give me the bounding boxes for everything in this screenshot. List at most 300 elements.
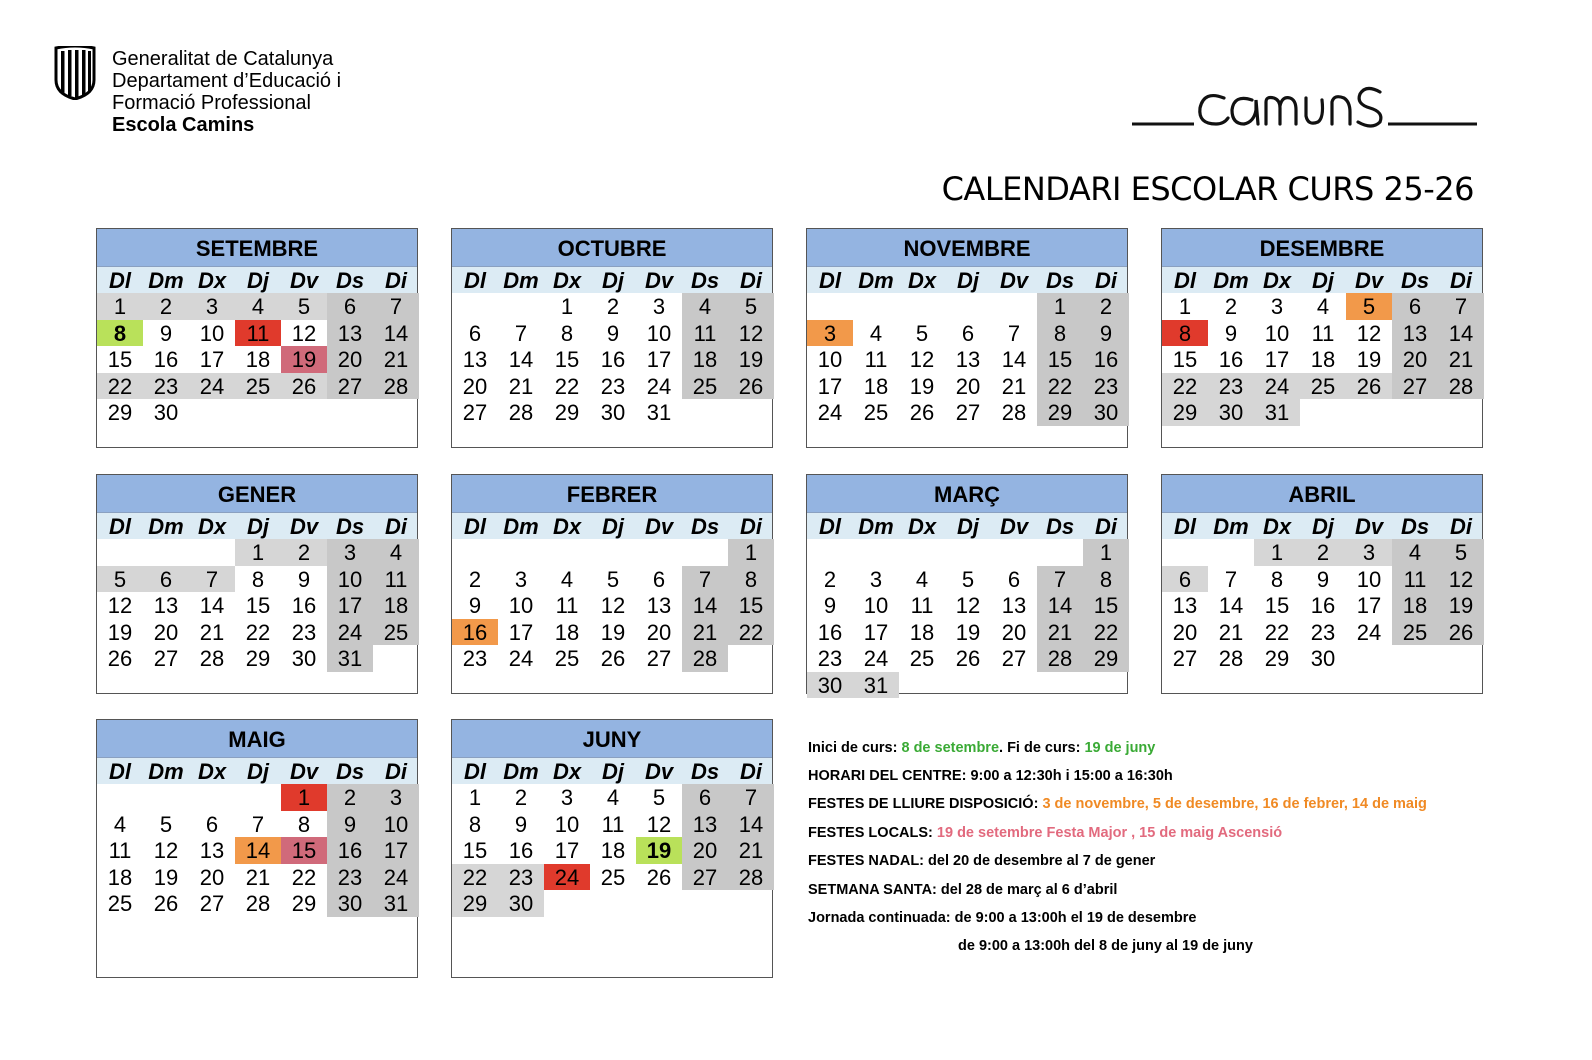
day-cell: 26 [600,646,626,671]
camins-logo [1132,70,1477,136]
organization-block [112,48,341,136]
day-cell: 18 [373,592,419,619]
empty-cell [452,539,498,566]
day-cell: 2 [1300,539,1346,566]
day-cell: 23 [291,619,317,645]
weekday-label: Dj [1312,268,1334,293]
day-cell: 20 [955,373,981,399]
day-grid [452,293,772,426]
day-cell: 21 [508,373,534,399]
month-title: NOVEMBRE [807,229,1127,267]
day-cell: 27 [153,646,179,671]
day-cell: 5 [961,566,975,592]
day-cell: 6 [143,566,189,593]
day-cell: 28 [1438,373,1484,400]
day-cell: 23 [600,373,626,399]
day-cell: 23 [327,864,373,891]
day-grid [97,293,417,426]
day-cell: 12 [955,593,981,618]
day-cell: 31 [327,645,373,672]
note-label: FESTES LOCALS: [808,825,937,841]
day-cell: 22 [1037,373,1083,400]
weekday-label: Di [385,759,407,784]
day-cell: 12 [1356,320,1382,346]
day-cell: 7 [1438,293,1484,320]
day-cell: 9 [468,593,482,618]
day-cell: 17 [199,347,225,372]
day-cell: 4 [235,293,281,320]
page-title: CALENDARI ESCOLAR CURS 25-26 [941,170,1474,208]
day-cell: 22 [554,373,580,399]
weekday-label: Dm [858,268,894,293]
day-cell: 3 [869,566,883,592]
day-cell: 28 [199,646,225,671]
day-cell: 16 [1083,346,1129,373]
day-cell: 5 [159,811,173,837]
month-title: GENER [97,475,417,513]
day-cell: 4 [682,293,728,320]
day-cell: 10 [554,811,580,837]
weekday-label: Di [1450,514,1472,539]
day-cell: 26 [955,646,981,671]
day-cell: 18 [863,373,889,399]
empty-cell [636,539,682,566]
empty-cell [682,539,728,566]
day-cell: 1 [97,293,143,320]
day-cell: 30 [153,400,179,425]
weekday-label: Ds [690,759,720,784]
day-cell: 3 [1346,539,1392,566]
day-cell: 27 [462,400,488,425]
org-line: Departament d’Educació i [112,70,342,92]
day-cell: 6 [468,320,482,346]
day-cell: 22 [97,373,143,400]
day-cell: 1 [1178,294,1192,319]
day-cell: 2 [281,539,327,566]
day-cell: 20 [646,619,672,645]
weekday-label: Dl [464,268,486,293]
day-cell: 13 [682,811,728,838]
day-cell: 10 [199,320,225,346]
course-end-date: 19 de juny [1084,740,1156,756]
weekday-label: Dj [247,268,269,293]
note-label: FESTES DE LLIURE DISPOSICIÓ: [808,796,1043,812]
day-cell: 31 [646,400,672,425]
weekday-header-row [97,758,417,784]
weekday-label: Ds [1400,268,1430,293]
day-cell: 15 [728,592,774,619]
day-cell: 4 [869,320,883,346]
note-value: 3 de novembre, 5 de desembre, 16 de febrer, 14 de maig [1042,796,1427,812]
weekday-label: Di [740,514,762,539]
day-cell: 11 [864,347,888,372]
day-cell: 3 [652,294,666,319]
weekday-label: Dx [1262,514,1292,539]
day-cell: 19 [1356,347,1382,372]
empty-cell [452,293,498,320]
day-cell: 18 [554,619,580,645]
school-name: Escola Camins [112,114,255,136]
month-gener [96,474,418,694]
month-abril [1161,474,1483,694]
weekday-header-row [1162,513,1482,539]
day-cell: 4 [560,566,574,592]
day-cell: 7 [1007,320,1021,346]
day-cell: 12 [909,347,935,372]
weekday-label: Di [740,268,762,293]
weekday-header-row [807,513,1127,539]
continuous-day-note: de 9:00 a 13:00h del 8 de juny al 19 de juny [958,938,1253,954]
day-cell: 13 [1392,320,1438,347]
weekday-label: Dv [289,268,319,293]
day-cell: 6 [1392,293,1438,320]
day-cell: 15 [554,347,580,372]
day-cell: 26 [909,400,935,425]
day-cell: 13 [153,593,179,618]
day-cell: 25 [1392,619,1438,646]
day-cell: 23 [1310,619,1336,645]
day-cell: 10 [508,593,534,618]
day-grid [97,784,417,917]
day-cell: 25 [909,646,935,671]
day-cell: 18 [1310,347,1336,372]
day-cell: 26 [107,646,133,671]
day-cell: 28 [373,373,419,400]
day-cell: 25 [863,400,889,425]
day-cell: 11 [235,320,281,347]
day-cell: 29 [1083,645,1129,672]
day-cell: 14 [1218,593,1244,618]
day-cell: 8 [251,566,265,592]
weekday-label: Dl [819,268,841,293]
day-grid [452,784,772,917]
day-cell: 30 [600,400,626,425]
day-cell: 4 [373,539,419,566]
day-cell: 19 [600,619,626,645]
day-cell: 9 [327,811,373,838]
day-cell: 2 [327,784,373,811]
empty-cell [189,784,235,811]
day-cell: 13 [327,320,373,347]
day-cell: 15 [462,838,488,863]
day-grid [97,539,417,672]
day-cell: 14 [682,592,728,619]
weekday-label: Di [1095,268,1117,293]
day-cell: 27 [1172,646,1198,671]
weekday-label: Ds [335,268,365,293]
empty-cell [807,293,853,320]
day-cell: 23 [498,864,544,891]
day-cell: 4 [113,811,127,837]
day-cell: 6 [205,811,219,837]
day-cell: 22 [1083,619,1129,646]
day-cell: 24 [508,646,534,671]
weekday-label: Dl [819,514,841,539]
day-cell: 3 [560,785,574,810]
day-cell: 30 [498,890,544,917]
day-grid [807,293,1127,426]
day-cell: 5 [728,293,774,320]
day-cell: 13 [199,838,225,863]
note-value: : 9:00 a 12:30h i 15:00 a 16:30h [961,768,1173,784]
weekday-label: Dv [289,514,319,539]
weekday-label: Dv [999,268,1029,293]
empty-cell [544,539,590,566]
day-cell: 9 [1316,566,1330,592]
day-cell: 18 [909,619,935,645]
weekday-label: Di [1095,514,1117,539]
weekday-label: Dl [464,759,486,784]
day-cell: 30 [1208,399,1254,426]
day-cell: 11 [1311,320,1335,346]
day-cell: 26 [646,864,672,890]
month-title: OCTUBRE [452,229,772,267]
day-cell: 17 [863,619,889,645]
day-cell: 29 [452,890,498,917]
weekday-label: Dm [148,268,184,293]
day-cell: 5 [915,320,929,346]
day-cell: 23 [817,646,843,671]
weekday-label: Dj [247,514,269,539]
day-cell: 9 [297,566,311,592]
day-cell: 2 [514,785,528,810]
month-febrer [451,474,773,694]
day-cell: 28 [245,891,271,916]
day-cell: 16 [817,619,843,645]
empty-cell [143,784,189,811]
day-cell: 16 [1310,593,1336,618]
day-grid [1162,293,1482,426]
schedule-note [808,768,1173,784]
weekday-label: Dx [552,759,582,784]
day-cell: 21 [199,619,225,645]
day-cell: 19 [909,373,935,399]
day-cell: 8 [297,811,311,837]
weekday-label: Ds [1045,514,1075,539]
day-cell: 18 [682,346,728,373]
day-cell: 1 [728,539,774,566]
course-dates-note [808,740,1155,756]
day-cell: 19 [107,619,133,645]
day-cell: 29 [291,891,317,916]
weekday-label: Dl [109,759,131,784]
day-cell: 20 [153,619,179,645]
day-cell: 9 [1083,320,1129,347]
day-cell: 5 [1346,293,1392,320]
day-cell: 24 [646,373,672,399]
month-title: FEBRER [452,475,772,513]
day-cell: 20 [327,346,373,373]
month-title: ABRIL [1162,475,1482,513]
day-cell: 7 [682,566,728,593]
day-cell: 4 [1392,539,1438,566]
day-cell: 9 [159,320,173,346]
day-cell: 30 [327,890,373,917]
day-cell: 8 [97,320,143,347]
day-cell: 26 [281,373,327,400]
day-cell: 18 [600,838,626,863]
weekday-label: Di [1450,268,1472,293]
day-cell: 8 [560,320,574,346]
day-cell: 3 [327,539,373,566]
empty-cell [991,293,1037,320]
day-cell: 23 [462,646,488,671]
weekday-label: Dx [197,759,227,784]
day-cell: 6 [682,784,728,811]
day-cell: 13 [462,347,488,372]
day-cell: 28 [1218,646,1244,671]
day-cell: 17 [817,373,843,399]
empty-cell [235,784,281,811]
day-cell: 24 [373,864,419,891]
day-cell: 15 [107,347,133,372]
day-cell: 6 [652,566,666,592]
empty-cell [899,539,945,566]
day-cell: 5 [281,293,327,320]
day-cell: 9 [823,593,837,618]
day-cell: 7 [1224,566,1238,592]
day-cell: 20 [1001,619,1027,645]
weekday-label: Dv [644,268,674,293]
month-title: DESEMBRE [1162,229,1482,267]
day-cell: 3 [807,320,853,347]
weekday-label: Dj [247,759,269,784]
day-cell: 14 [508,347,534,372]
day-cell: 10 [646,320,672,346]
easter-note: SETMANA SANTA: del 28 de març al 6 d’abril [808,882,1118,898]
weekday-label: Dv [644,514,674,539]
day-cell: 3 [373,784,419,811]
note-label: Inici de curs: [808,740,902,756]
day-cell: 11 [1392,566,1438,593]
day-cell: 13 [955,347,981,372]
day-cell: 7 [373,293,419,320]
weekday-label: Dx [907,514,937,539]
day-cell: 17 [1356,593,1382,618]
day-cell: 29 [1162,399,1208,426]
day-cell: 7 [514,320,528,346]
weekday-label: Dx [1262,268,1292,293]
day-cell: 19 [153,864,179,890]
day-grid [452,539,772,672]
day-cell: 22 [245,619,271,645]
empty-cell [498,293,544,320]
day-cell: 7 [189,566,235,593]
day-cell: 4 [1316,294,1330,319]
day-cell: 30 [1083,399,1129,426]
day-cell: 15 [1083,592,1129,619]
day-cell: 19 [728,346,774,373]
day-cell: 17 [646,347,672,372]
day-cell: 21 [1037,619,1083,646]
day-cell: 6 [1007,566,1021,592]
day-cell: 3 [1270,294,1284,319]
day-cell: 5 [606,566,620,592]
day-cell: 6 [961,320,975,346]
day-cell: 30 [291,646,317,671]
weekday-label: Dv [289,759,319,784]
empty-cell [498,539,544,566]
weekday-label: Dl [109,514,131,539]
day-cell: 18 [245,347,271,372]
day-cell: 26 [1438,619,1484,646]
day-cell: 14 [235,837,281,864]
day-cell: 19 [1438,592,1484,619]
day-cell: 27 [1392,373,1438,400]
day-cell: 7 [1037,566,1083,593]
day-grid [1162,539,1482,672]
month-marc [806,474,1128,698]
weekday-label: Dj [602,268,624,293]
day-cell: 10 [863,593,889,618]
day-cell: 12 [107,593,133,618]
day-cell: 11 [910,593,934,618]
day-cell: 8 [468,811,482,837]
day-cell: 24 [544,864,590,891]
day-cell: 12 [153,838,179,863]
day-cell: 28 [1037,645,1083,672]
weekday-label: Dm [1213,268,1249,293]
day-cell: 16 [600,347,626,372]
day-cell: 20 [1172,619,1198,645]
day-cell: 15 [1172,347,1198,372]
day-cell: 19 [281,346,327,373]
day-cell: 11 [373,566,419,593]
empty-cell [899,293,945,320]
day-cell: 1 [560,294,574,319]
day-cell: 14 [199,593,225,618]
day-cell: 25 [554,646,580,671]
day-cell: 21 [1218,619,1244,645]
day-cell: 29 [245,646,271,671]
empty-cell [590,539,636,566]
weekday-label: Dv [644,759,674,784]
day-cell: 24 [327,619,373,646]
day-cell: 23 [1083,373,1129,400]
weekday-header-row [452,758,772,784]
day-cell: 1 [281,784,327,811]
day-cell: 12 [600,593,626,618]
day-cell: 5 [97,566,143,593]
month-novembre [806,228,1128,448]
month-title: JUNY [452,720,772,758]
day-cell: 8 [728,566,774,593]
weekday-label: Dl [1174,268,1196,293]
weekday-header-row [452,513,772,539]
day-cell: 15 [281,837,327,864]
weekday-label: Dj [602,514,624,539]
day-cell: 17 [373,837,419,864]
day-cell: 22 [1264,619,1290,645]
day-cell: 21 [373,346,419,373]
day-cell: 22 [728,619,774,646]
day-cell: 21 [1001,373,1027,399]
day-cell: 24 [817,400,843,425]
day-cell: 16 [291,593,317,618]
empty-cell [189,539,235,566]
day-cell: 30 [1310,646,1336,671]
day-cell: 27 [327,373,373,400]
day-cell: 26 [1346,373,1392,400]
weekday-header-row [1162,267,1482,293]
day-cell: 24 [863,646,889,671]
day-cell: 8 [1083,566,1129,593]
weekday-label: Dm [503,268,539,293]
day-cell: 2 [1224,294,1238,319]
day-cell: 11 [601,811,625,837]
day-cell: 14 [373,320,419,347]
day-cell: 7 [728,784,774,811]
